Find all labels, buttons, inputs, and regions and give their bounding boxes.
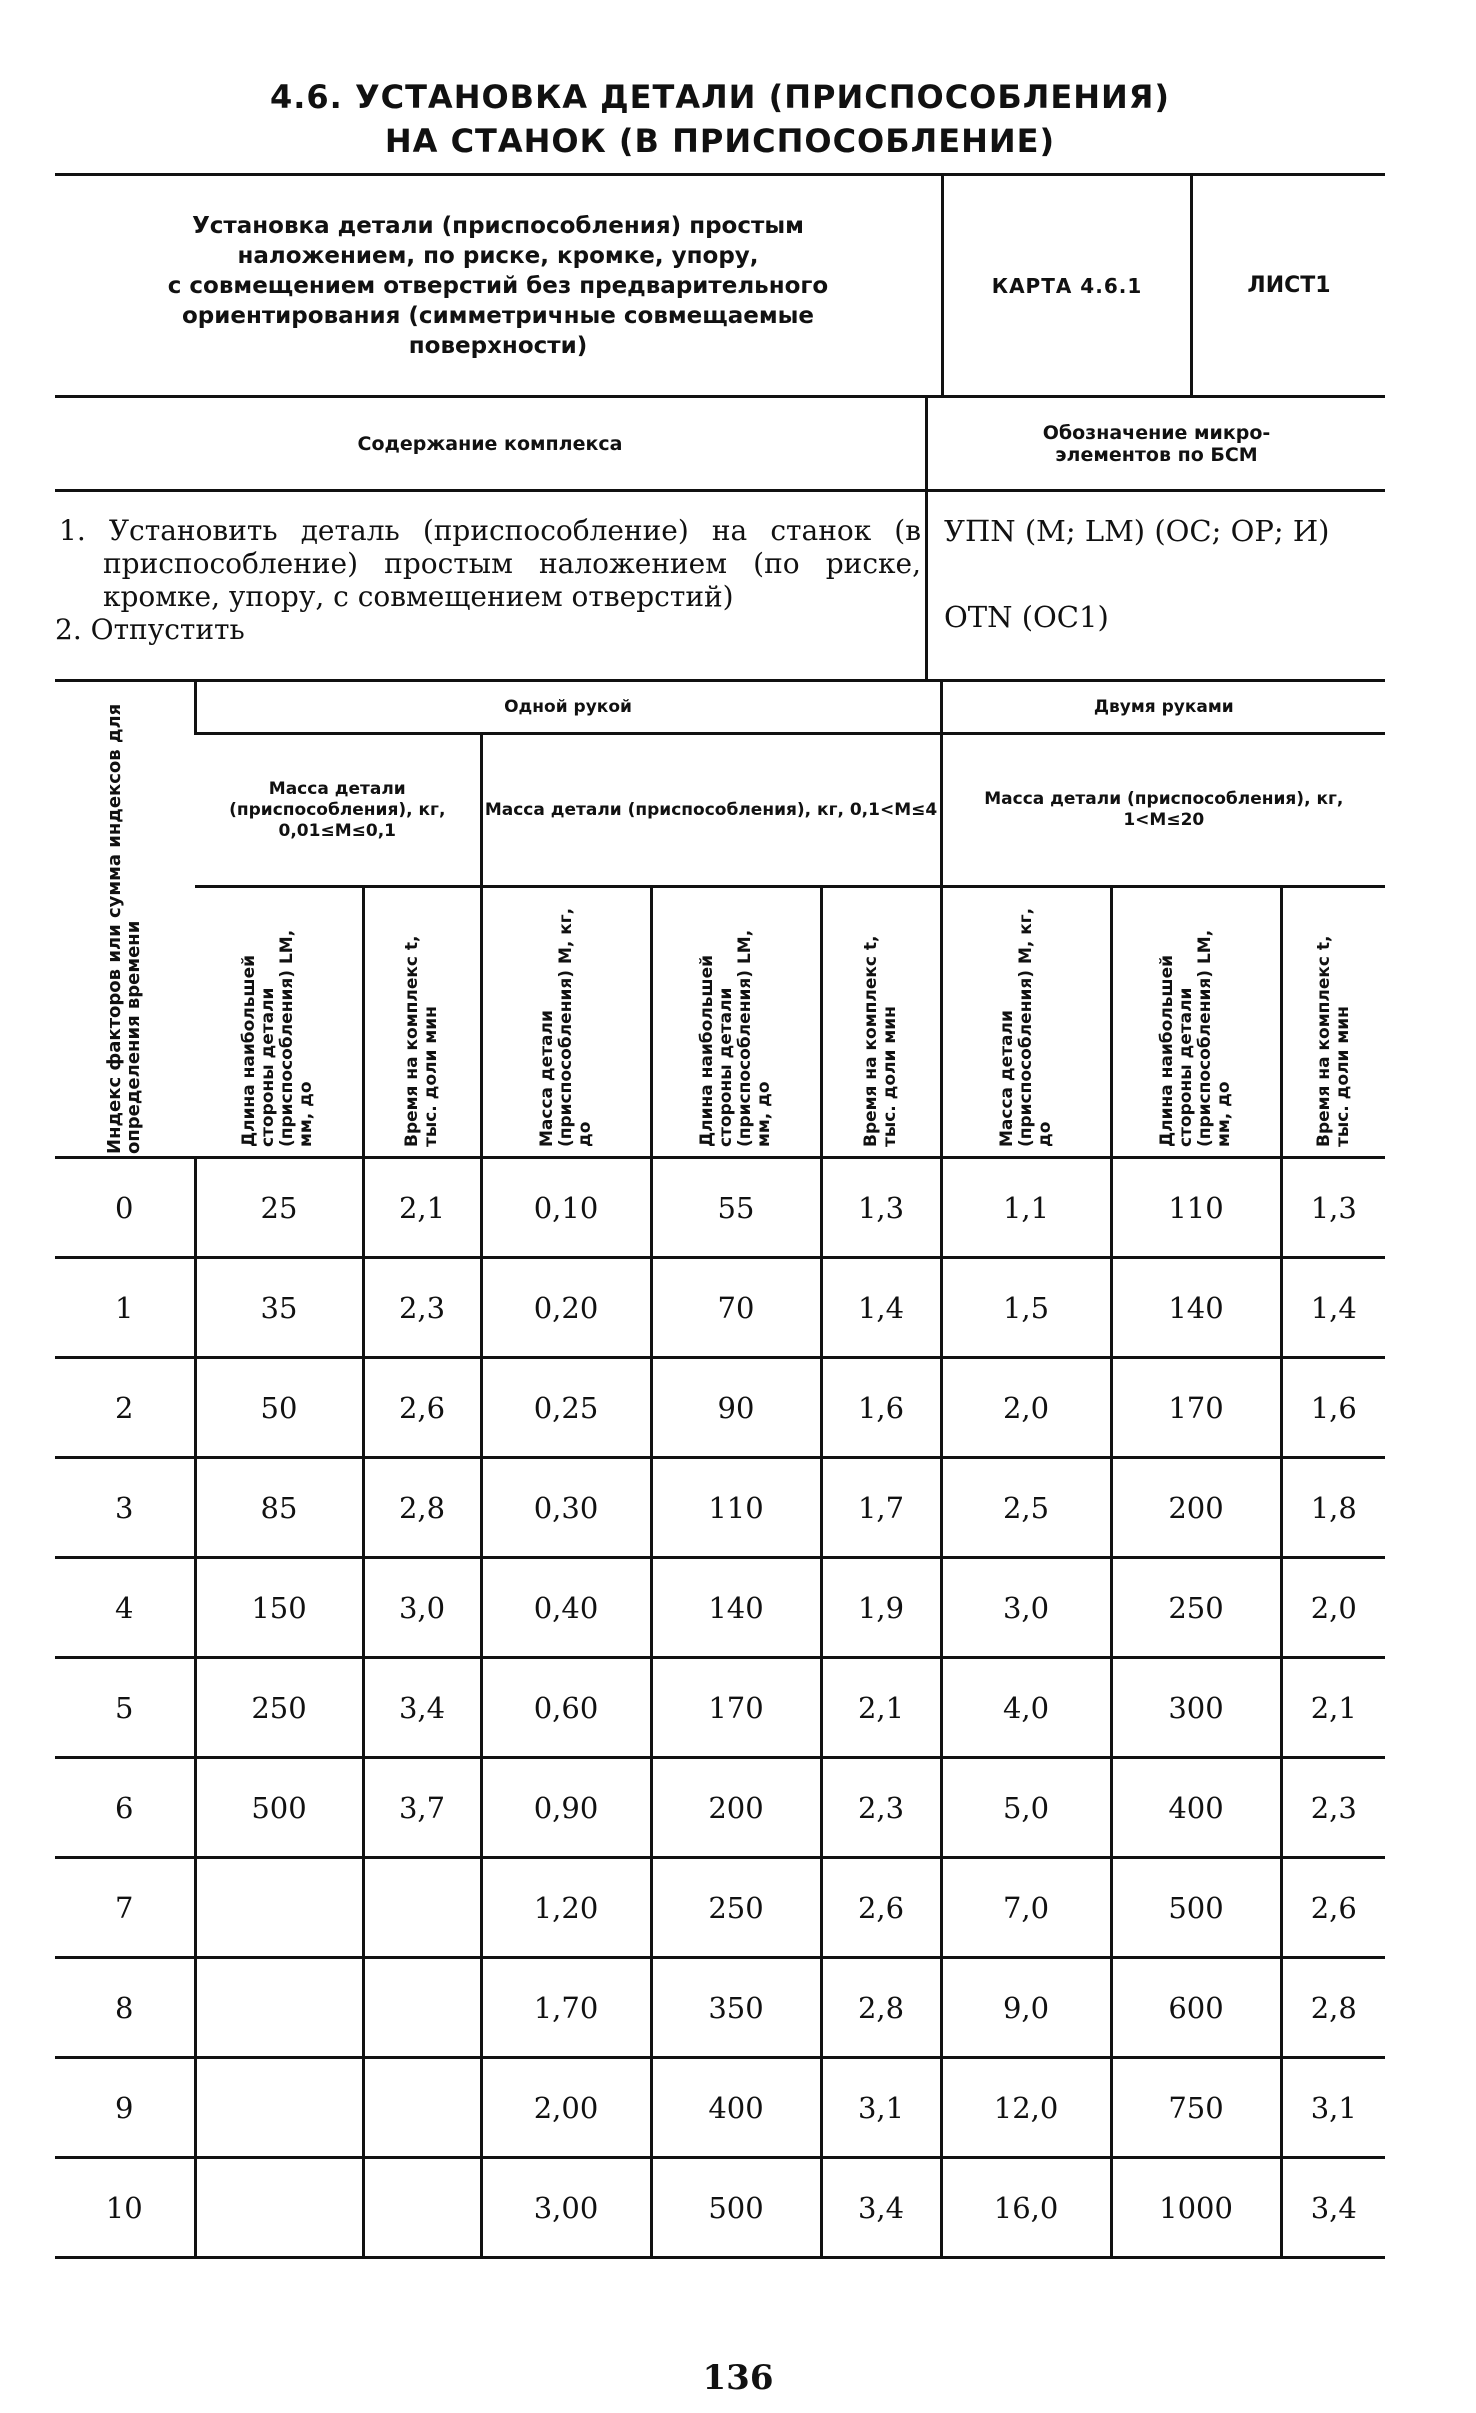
table-cell: 1,4 (1281, 1258, 1385, 1358)
table-cell: 0,60 (481, 1658, 651, 1758)
table-cell: 3,00 (481, 2158, 651, 2258)
title-line-2: НА СТАНОК (В ПРИСПОСОБЛЕНИЕ) (384, 122, 1056, 160)
group-3-header: Масса детали (приспособления), кг, 1<M≤20 (941, 734, 1385, 887)
table-cell (363, 2158, 481, 2258)
document-title (55, 75, 1385, 163)
col-time-2 (821, 887, 941, 1158)
row-index: 8 (55, 1958, 195, 2058)
table-cell: 0,90 (481, 1758, 651, 1858)
table-cell (363, 2058, 481, 2158)
table-cell: 1,8 (1281, 1458, 1385, 1558)
table-cell: 1,20 (481, 1858, 651, 1958)
row-index: 10 (55, 2158, 195, 2258)
table-cell: 2,0 (1281, 1558, 1385, 1658)
table-cell: 1,3 (1281, 1158, 1385, 1258)
table-cell: 25 (195, 1158, 363, 1258)
table-cell: 5,0 (941, 1758, 1111, 1858)
table-cell: 50 (195, 1358, 363, 1458)
card-description-line: ориентирования (симметричные совмещаемые (181, 302, 815, 329)
row-index: 0 (55, 1158, 195, 1258)
group-2-header: Масса детали (приспособления), кг, 0,1<M≤4 (481, 734, 941, 887)
table-cell: 0,40 (481, 1558, 651, 1658)
content-header-right-line: элементов по БСМ (1055, 443, 1258, 466)
table-cell: 3,0 (941, 1558, 1111, 1658)
table-cell: 2,8 (821, 1958, 941, 2058)
table-cell: 0,25 (481, 1358, 651, 1458)
table-cell: 110 (651, 1458, 821, 1558)
table-cell: 16,0 (941, 2158, 1111, 2258)
two-hands-header: Двумя руками (941, 682, 1385, 734)
table-cell: 1000 (1111, 2158, 1281, 2258)
table-row (55, 1258, 1385, 1358)
table-cell: 2,8 (1281, 1958, 1385, 2058)
card-header (55, 173, 1385, 398)
row-index: 4 (55, 1558, 195, 1658)
table-row (55, 2158, 1385, 2258)
table-cell: 3,7 (363, 1758, 481, 1858)
table-cell: 9,0 (941, 1958, 1111, 2058)
row-index: 2 (55, 1358, 195, 1458)
table-cell: 250 (1111, 1558, 1281, 1658)
norms-table (55, 682, 1385, 2259)
content-header-right-line: Обозначение микро- (1042, 421, 1271, 444)
col-length-3 (1111, 887, 1281, 1158)
table-cell: 350 (651, 1958, 821, 2058)
table-cell: 90 (651, 1358, 821, 1458)
col-length-2 (651, 887, 821, 1158)
table-cell: 3,4 (363, 1658, 481, 1758)
table-cell: 400 (651, 2058, 821, 2158)
table-row (55, 2058, 1385, 2158)
table-cell: 2,1 (821, 1658, 941, 1758)
table-row (55, 1958, 1385, 2058)
col-length-1-text: Длина наибольшей стороны детали (приспособления) LM, мм, до (239, 929, 317, 1147)
index-header-text: Индекс факторов или сумма индексов для определения времени (104, 703, 145, 1154)
col-length-1 (195, 887, 363, 1158)
table-cell: 7,0 (941, 1858, 1111, 1958)
table-row (55, 1758, 1385, 1858)
table-cell: 200 (1111, 1458, 1281, 1558)
table-cell: 70 (651, 1258, 821, 1358)
table-cell: 500 (651, 2158, 821, 2258)
table-cell: 110 (1111, 1158, 1281, 1258)
table-cell: 1,70 (481, 1958, 651, 2058)
row-index: 3 (55, 1458, 195, 1558)
content-header-right (927, 398, 1386, 491)
table-row (55, 1858, 1385, 1958)
card-number: КАРТА 4.6.1 (943, 175, 1192, 397)
content-header-left: Содержание комплекса (357, 432, 623, 455)
card-description-line: с совмещением отверстий без предварительного (167, 272, 829, 299)
step-2: 2. Отпустить (55, 613, 245, 646)
table-cell: 1,9 (821, 1558, 941, 1658)
col-mass-3-text: Масса детали (приспособления) M, кг, до (996, 907, 1055, 1147)
table-cell: 1,1 (941, 1158, 1111, 1258)
table-row (55, 1458, 1385, 1558)
col-time-3 (1281, 887, 1385, 1158)
col-time-1 (363, 887, 481, 1158)
table-cell: 2,3 (1281, 1758, 1385, 1858)
table-cell (195, 2158, 363, 2258)
table-cell: 200 (651, 1758, 821, 1858)
table-cell: 2,3 (363, 1258, 481, 1358)
index-header (55, 682, 195, 1158)
table-cell: 35 (195, 1258, 363, 1358)
table-cell (363, 1858, 481, 1958)
code-1: УПN (M; LM) (ОС; ОР; И) (944, 514, 1330, 548)
col-mass-2 (481, 887, 651, 1158)
row-index: 1 (55, 1258, 195, 1358)
table-cell: 2,5 (941, 1458, 1111, 1558)
table-cell: 12,0 (941, 2058, 1111, 2158)
table-row (55, 1558, 1385, 1658)
table-cell (195, 1958, 363, 2058)
table-cell: 0,10 (481, 1158, 651, 1258)
row-index: 7 (55, 1858, 195, 1958)
table-cell: 400 (1111, 1758, 1281, 1858)
table-cell: 2,6 (363, 1358, 481, 1458)
table-cell: 2,0 (941, 1358, 1111, 1458)
table-cell: 3,1 (1281, 2058, 1385, 2158)
col-length-3-text: Длина наибольшей стороны детали (приспособления) LM, мм, до (1157, 929, 1235, 1147)
col-length-2-text: Длина наибольшей стороны детали (приспособления) LM, мм, до (697, 929, 774, 1147)
table-cell: 1,6 (1281, 1358, 1385, 1458)
table-cell: 500 (1111, 1858, 1281, 1958)
table-cell: 2,3 (821, 1758, 941, 1858)
col-mass-2-text: Масса детали (приспособления) M, кг, до (536, 907, 595, 1147)
table-cell: 1,7 (821, 1458, 941, 1558)
table-cell: 3,4 (821, 2158, 941, 2258)
table-cell: 55 (651, 1158, 821, 1258)
card-description-line: Установка детали (приспособления) простым (192, 212, 804, 239)
document-page (55, 75, 1385, 2259)
card-description (55, 175, 943, 397)
table-cell: 140 (651, 1558, 821, 1658)
table-row (55, 1158, 1385, 1258)
table-cell: 0,30 (481, 1458, 651, 1558)
table-row (55, 1658, 1385, 1758)
table-cell: 500 (195, 1758, 363, 1858)
table-cell: 3,1 (821, 2058, 941, 2158)
table-cell: 170 (651, 1658, 821, 1758)
table-cell (195, 1858, 363, 1958)
table-cell (363, 1958, 481, 2058)
table-cell: 750 (1111, 2058, 1281, 2158)
steps-text (55, 492, 927, 681)
one-hand-header: Одной рукой (195, 682, 941, 734)
row-index: 9 (55, 2058, 195, 2158)
page-number: 136 (702, 2358, 774, 2398)
table-cell: 0,20 (481, 1258, 651, 1358)
table-cell: 2,1 (1281, 1658, 1385, 1758)
col-time-1-text: Время на комплекс t, тыс. доли мин (402, 935, 441, 1147)
content-header (55, 398, 1385, 492)
steps-codes (927, 492, 1386, 681)
table-cell: 1,6 (821, 1358, 941, 1458)
table-row (55, 1358, 1385, 1458)
title-line-1: 4.6. УСТАНОВКА ДЕТАЛИ (ПРИСПОСОБЛЕНИЯ) (269, 78, 1171, 116)
table-cell: 2,6 (1281, 1858, 1385, 1958)
table-cell: 600 (1111, 1958, 1281, 2058)
col-time-2-text: Время на комплекс t, тыс. доли мин (861, 935, 901, 1147)
table-cell: 170 (1111, 1358, 1281, 1458)
table-body (55, 1158, 1385, 2258)
col-mass-3 (941, 887, 1111, 1158)
table-cell: 2,1 (363, 1158, 481, 1258)
code-2: ОТN (ОС1) (944, 600, 1109, 634)
table-cell: 250 (195, 1658, 363, 1758)
table-cell: 85 (195, 1458, 363, 1558)
col-time-3-text: Время на комплекс t, тыс. доли мин (1313, 935, 1353, 1147)
card-description-line: поверхности) (408, 332, 588, 359)
table-cell: 1,3 (821, 1158, 941, 1258)
table-cell: 140 (1111, 1258, 1281, 1358)
table-cell: 150 (195, 1558, 363, 1658)
table-cell: 2,6 (821, 1858, 941, 1958)
row-index: 6 (55, 1758, 195, 1858)
table-cell: 300 (1111, 1658, 1281, 1758)
table-cell: 1,4 (821, 1258, 941, 1358)
table-cell: 250 (651, 1858, 821, 1958)
table-cell: 2,8 (363, 1458, 481, 1558)
row-index: 5 (55, 1658, 195, 1758)
table-cell: 1,5 (941, 1258, 1111, 1358)
steps-block (55, 492, 1385, 682)
table-cell: 3,4 (1281, 2158, 1385, 2258)
table-cell: 4,0 (941, 1658, 1111, 1758)
step-1: 1. Установить деталь (приспособление) на станок (в приспособление) простым наложением (по риске, кромке, упору, с совмещением отверстий) (59, 514, 921, 613)
card-description-line: наложением, по риске, кромке, упору, (237, 242, 759, 269)
table-cell: 2,00 (481, 2058, 651, 2158)
sheet-number: ЛИСТ1 (1192, 175, 1386, 397)
group-1-header: Масса детали (приспособления), кг, 0,01≤M≤0,1 (195, 734, 481, 887)
table-cell (195, 2058, 363, 2158)
table-cell: 3,0 (363, 1558, 481, 1658)
